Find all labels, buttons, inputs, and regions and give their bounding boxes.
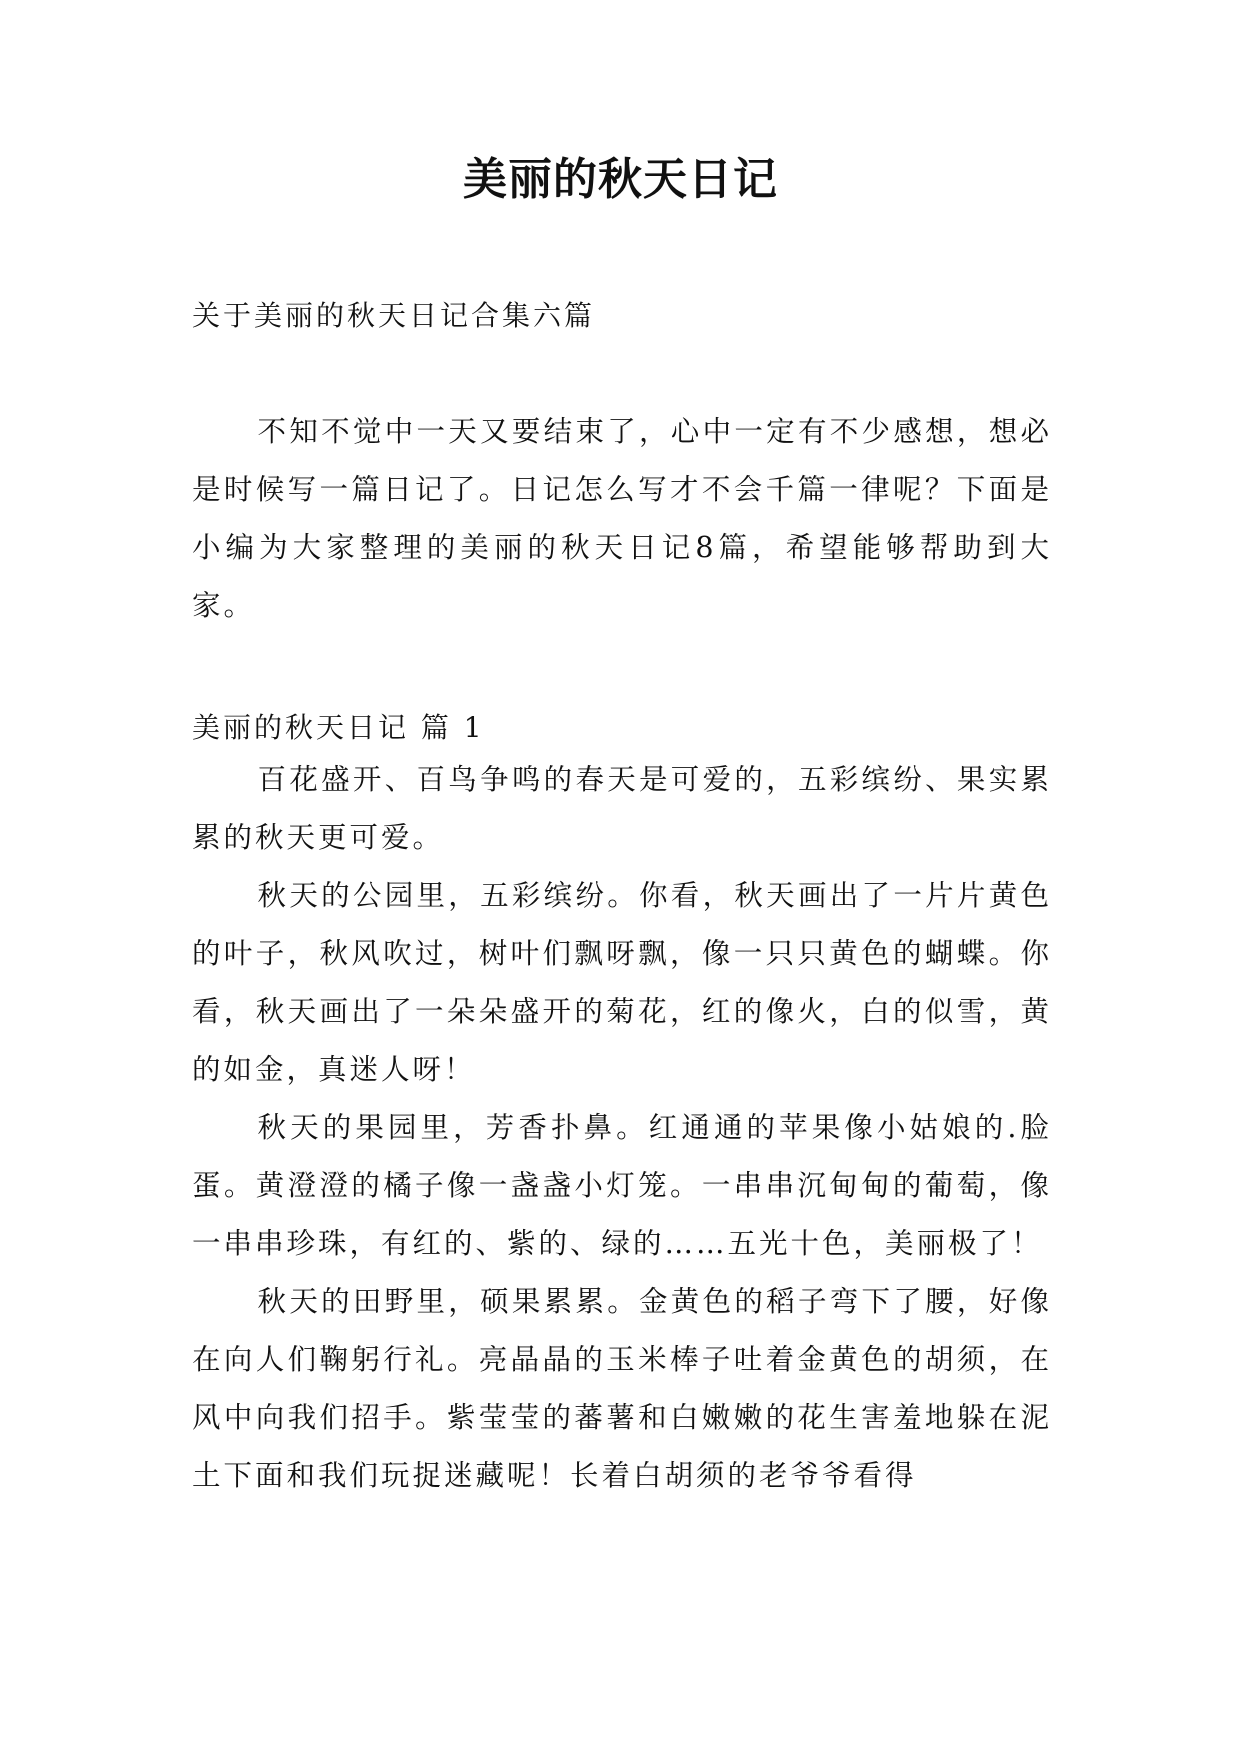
essay-paragraph-4: 秋天的田野里，硕果累累。金黄色的稻子弯下了腰，好像在向人们鞠躬行礼。亮晶晶的玉米棒子吐着金黄色的胡须，在风中向我们招手。紫莹莹的蕃薯和白嫩嫩的花生害羞地躲在泥土下面和我们玩捉迷藏呢！长着白胡须的老爷爷看得 bbox=[192, 1285, 1052, 1492]
essay-paragraph-1: 百花盛开、百鸟争鸣的春天是可爱的，五彩缤纷、果实累累的秋天更可爱。 bbox=[192, 763, 1052, 854]
page-title: 美丽的秋天日记 bbox=[463, 154, 778, 205]
intro-paragraph: 不知不觉中一天又要结束了，心中一定有不少感想，想必是时候写一篇日记了。日记怎么写才不会千篇一律呢？下面是小编为大家整理的美丽的秋天日记8篇，希望能够帮助到大家。 bbox=[192, 415, 1052, 622]
intro-section bbox=[192, 403, 1052, 635]
document-subtitle: 关于美丽的秋天日记合集六篇 bbox=[192, 299, 596, 332]
essay-body bbox=[192, 751, 1052, 1505]
essay-paragraph-3: 秋天的果园里，芳香扑鼻。红通通的苹果像小姑娘的.脸蛋。黄澄澄的橘子像一盏盏小灯笼。一串串沉甸甸的葡萄，像一串串珍珠，有红的、紫的、绿的……五光十色，美丽极了！ bbox=[192, 1111, 1052, 1260]
essay-paragraph-2: 秋天的公园里，五彩缤纷。你看，秋天画出了一片片黄色的叶子，秋风吹过，树叶们飘呀飘，像一只只黄色的蝴蝶。你看，秋天画出了一朵朵盛开的菊花，红的像火，白的似雪，黄的如金，真迷人呀！ bbox=[192, 879, 1052, 1086]
section-heading: 美丽的秋天日记 篇 1 bbox=[192, 711, 485, 744]
